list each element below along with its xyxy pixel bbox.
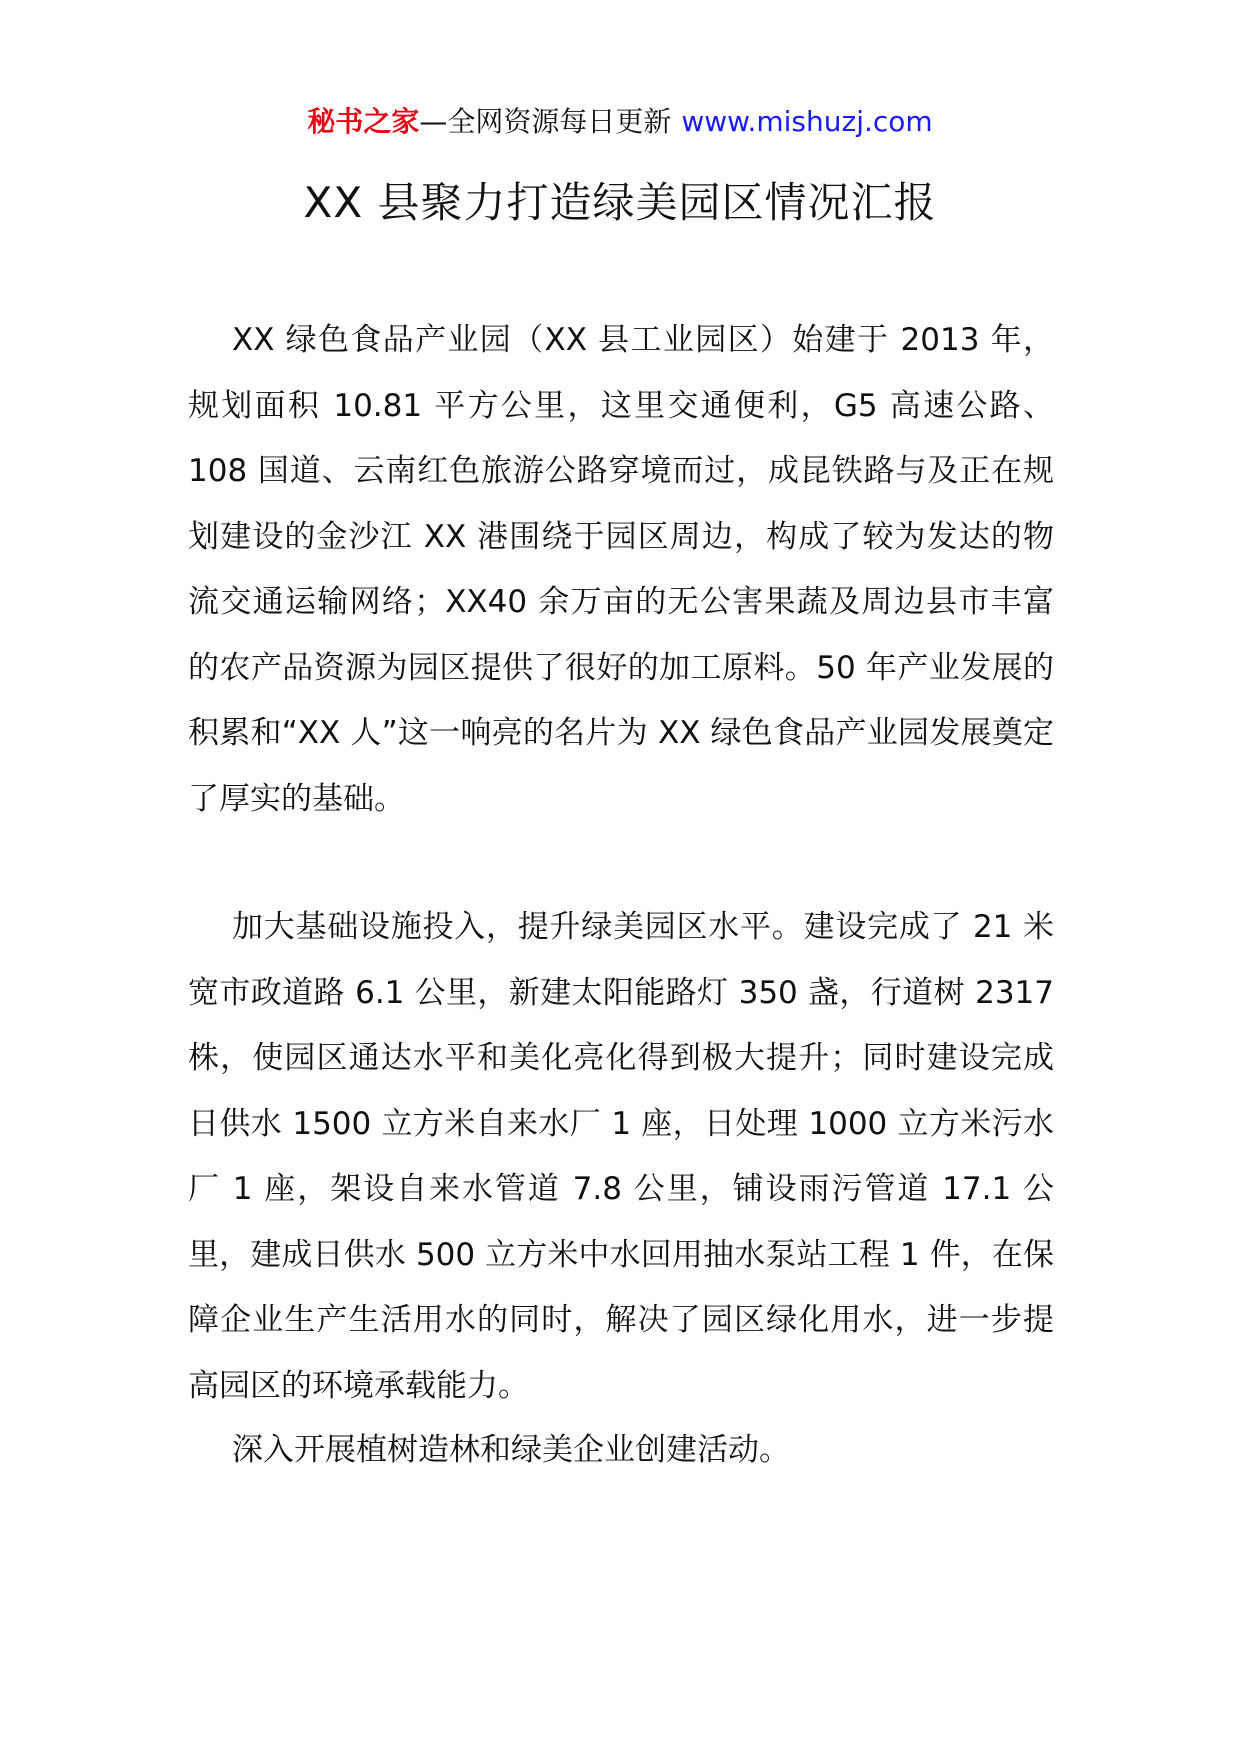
site-header — [0, 100, 1240, 144]
site-brand: 秘书之家 — [307, 105, 420, 138]
document-title: XX 县聚力打造绿美园区情况汇报 — [303, 178, 937, 227]
paragraph-infrastructure: 加大基础设施投入，提升绿美园区水平。建设完成了 21 米宽市政道路 6.1 公里，新建太阳能路灯 350 盏，行道树 2317 株，使园区通达水平和美化亮化得到极大提升；同时建设完成日供水 1500 立方米自来水厂 1 座，日处理 1000 立方米污水厂 1 座，架设自来水管道 7.8 公里，铺设雨污管道 17.1 公里，建成日供水 500 立方米中水回用抽水泵站工程 1 件，在保障企业生产生活用水的同时，解决了园区绿化用水，进一步提高园区的环境承载能力。 — [188, 909, 1054, 1404]
site-tagline: —全网资源每日更新 — [419, 105, 672, 138]
paragraph-intro: XX 绿色食品产业园（XX 县工业园区）始建于 2013 年，规划面积 10.81 平方公里，这里交通便利，G5 高速公路、108 国道、云南红色旅游公路穿境而过，成昆铁路与及正在规划建设的金沙江 XX 港围绕于园区周边，构成了较为发达的物流交通运输网络；XX40 余万亩的无公害果蔬及周边县市丰富的农产品资源为园区提供了很好的加工原料。50 年产业发展的积累和“XX 人”这一响亮的名片为 XX 绿色食品产业园发展奠定了厚实的基础。 — [188, 322, 1054, 817]
site-url-link[interactable]: www.mishuzj.com — [681, 105, 933, 138]
paragraph-afforestation: 深入开展植树造林和绿美企业创建活动。 — [232, 1432, 790, 1468]
